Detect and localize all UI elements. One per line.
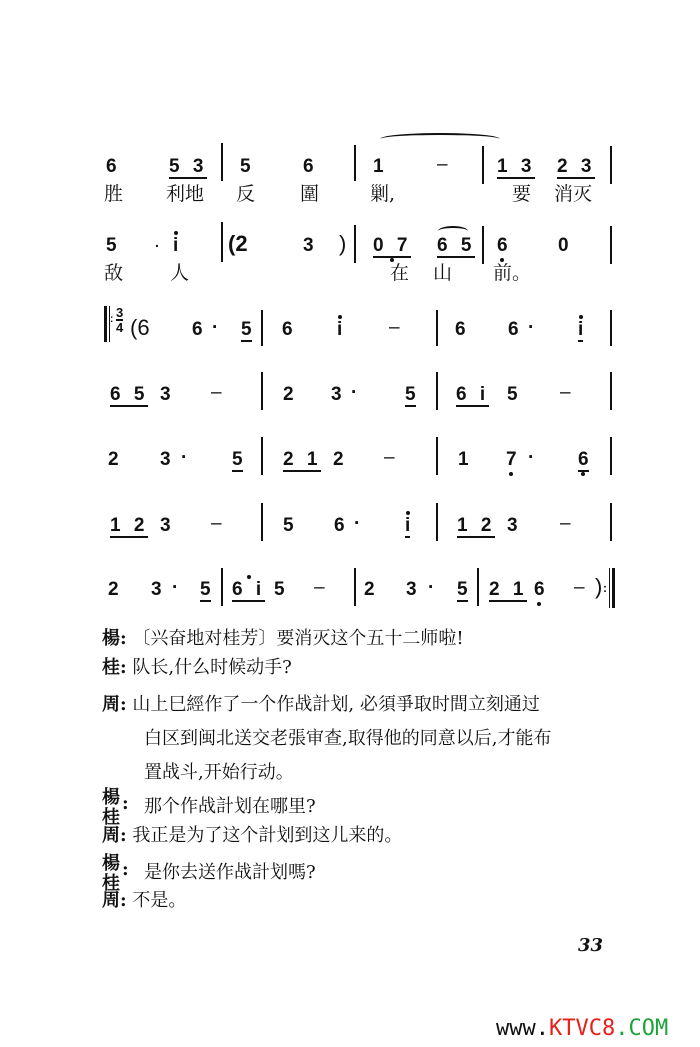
speaker: 周: — [102, 890, 127, 911]
note: 5 — [274, 579, 285, 600]
bar-line — [354, 568, 356, 606]
note: 3 — [507, 515, 518, 536]
paren-close: ) — [339, 231, 347, 256]
dash: – — [211, 382, 222, 403]
line-text: 队长,什么时候动手? — [132, 657, 292, 678]
dot: · — [428, 577, 435, 598]
line-text: 山上巳經作了一个作战計划, 必須爭取时間立刻通过 — [132, 694, 540, 715]
speaker: 楊: — [102, 628, 127, 649]
dialogue-line — [102, 693, 540, 717]
dialogue-continuation: 白区到闽北送交老張审查,取得他的同意以后,才能布 — [144, 728, 552, 749]
tie-slur — [380, 133, 500, 145]
bar-line — [610, 372, 612, 410]
dot: · — [354, 513, 361, 534]
dot: · — [528, 447, 535, 468]
bar-line — [610, 310, 612, 346]
bar-line — [261, 437, 263, 475]
note: 2 — [333, 449, 344, 470]
note: 3 — [160, 449, 171, 470]
note-high: i — [173, 235, 179, 256]
dialogue-continuation: 置战斗,开始行动。 — [144, 762, 294, 783]
speaker-top: 楊 — [102, 853, 120, 874]
note-group: 1 2 — [457, 515, 496, 536]
repeat-end-thin — [609, 568, 610, 608]
dialogue-line — [102, 656, 292, 680]
dot: · — [212, 317, 219, 338]
note: 6 — [508, 319, 519, 340]
repeat-end-thick — [612, 568, 615, 608]
bar-line — [221, 222, 223, 262]
line-text: 我正是为了这个計划到这儿来的。 — [132, 825, 403, 846]
bar-line — [221, 143, 223, 181]
speaker-top: 楊 — [102, 787, 120, 808]
lyric: 敌 — [104, 262, 124, 284]
note-high: i — [405, 515, 411, 536]
note-group: 2 1 — [283, 449, 322, 470]
bar-line — [261, 310, 263, 346]
note: 5 — [106, 235, 117, 256]
line-text: 那个作战計划在哪里? — [144, 796, 316, 817]
note: 3 — [406, 579, 417, 600]
dash: – — [389, 317, 400, 338]
lyric: 消灭 — [554, 183, 593, 205]
lyric: 胜 — [104, 183, 124, 205]
bar-line — [436, 503, 438, 541]
bar-line — [354, 145, 356, 181]
note-group: 1 3 — [497, 156, 536, 177]
dash: – — [574, 577, 585, 598]
speaker: 周: — [102, 825, 127, 846]
note: 6 — [106, 156, 117, 177]
note: 3 — [151, 579, 162, 600]
dash: – — [560, 513, 571, 534]
note: 2 — [108, 449, 119, 470]
note: 5 — [457, 579, 468, 600]
note: 6 — [303, 156, 314, 177]
note: 3 — [160, 515, 171, 536]
dot: · — [181, 447, 188, 468]
dash: – — [211, 513, 222, 534]
bar-line — [477, 568, 479, 606]
dot: · — [172, 577, 179, 598]
note: 6 — [282, 319, 293, 340]
note-high: i — [337, 319, 343, 340]
note: 1 — [373, 156, 384, 177]
note-group-high: 6 i — [232, 579, 266, 600]
bar-line — [436, 310, 438, 346]
note: 6 — [192, 319, 203, 340]
bar-line — [482, 226, 484, 264]
dot: · — [528, 317, 535, 338]
dialogue-line — [102, 627, 464, 651]
note-group: 2 1 — [489, 579, 528, 600]
bar-line — [261, 372, 263, 410]
dot: . — [155, 234, 159, 250]
line-text: 不是。 — [132, 890, 187, 911]
lyric: 人 — [170, 262, 190, 284]
bar-line — [436, 437, 438, 475]
dash: – — [437, 154, 448, 175]
repeat-dots: : — [110, 314, 114, 325]
note-low: 7 — [506, 449, 517, 470]
note: 3 — [160, 384, 171, 405]
bar-line — [221, 568, 223, 606]
lyric: 前。 — [493, 262, 532, 284]
speaker-bottom: 桂 — [102, 873, 120, 894]
note: 5 — [232, 449, 243, 470]
lyric: 圍 — [300, 183, 320, 205]
lyric: 剿, — [370, 183, 396, 205]
dash: – — [560, 382, 571, 403]
paren-close: ) — [595, 574, 603, 599]
note-low: 6 — [534, 579, 545, 600]
lyric: 要 — [512, 183, 532, 205]
watermark — [496, 1016, 668, 1041]
note: (2 — [228, 231, 248, 256]
note-group-high: 6 i — [456, 384, 490, 405]
speaker-colon: : — [122, 859, 129, 880]
bar-line — [261, 503, 263, 541]
note-group: 0 7 — [373, 235, 412, 256]
bar-line — [610, 437, 612, 475]
bar-line — [610, 146, 612, 184]
note-low: 6 — [578, 449, 589, 470]
note: (6 — [130, 315, 150, 340]
line-text: 是你去送作战計划嗎? — [144, 862, 316, 883]
lyric: 山 — [433, 262, 453, 284]
dash: – — [314, 577, 325, 598]
line-text: 〔兴奋地对桂芳〕要消灭这个五十二师啦! — [132, 628, 464, 649]
note: 2 — [108, 579, 119, 600]
watermark-tld: .COM — [615, 1016, 669, 1041]
lyric: 在 — [390, 262, 410, 284]
speaker-colon: : — [122, 793, 129, 814]
note: 2 — [364, 579, 375, 600]
repeat-start-thick — [104, 306, 107, 342]
watermark-www: www. — [496, 1016, 549, 1041]
note: 5 — [405, 384, 416, 405]
note: 1 — [458, 449, 469, 470]
note: 5 — [507, 384, 518, 405]
note: 5 — [283, 515, 294, 536]
dot: · — [351, 382, 358, 403]
dialogue-line — [102, 824, 402, 848]
note: 6 — [455, 319, 466, 340]
note: 3 — [303, 235, 314, 256]
note: 2 — [283, 384, 294, 405]
lyric: 反 — [236, 183, 256, 205]
note-group: 1 2 — [110, 515, 149, 536]
note: 6 — [334, 515, 345, 536]
note-group-low: 6 5 — [437, 235, 476, 256]
bar-line — [610, 226, 612, 264]
note-low: 6 — [497, 235, 508, 256]
dash: – — [384, 447, 395, 468]
speaker: 桂: — [102, 657, 127, 678]
note-group: 2 3 — [557, 156, 596, 177]
speaker: 周: — [102, 694, 127, 715]
note: 3 — [331, 384, 342, 405]
lyric: 利地 — [166, 183, 205, 205]
note: 5 — [241, 319, 252, 340]
note-group: 6 5 — [110, 384, 149, 405]
rest: 0 — [558, 235, 569, 256]
time-signature: 3 4 — [116, 305, 124, 335]
bar-line — [610, 503, 612, 541]
note-group: 5 3 — [169, 156, 208, 177]
speaker-bottom: 桂 — [102, 807, 120, 828]
note-high: i — [578, 319, 584, 340]
bar-line — [354, 225, 356, 263]
note: 5 — [240, 156, 251, 177]
bar-line — [436, 372, 438, 410]
dialogue-line — [102, 889, 186, 913]
note: 5 — [200, 579, 211, 600]
page-number: 33 — [578, 935, 604, 956]
bar-line — [482, 146, 484, 184]
repeat-dots: : — [603, 581, 607, 595]
watermark-brand: KTVC8 — [548, 1016, 616, 1041]
